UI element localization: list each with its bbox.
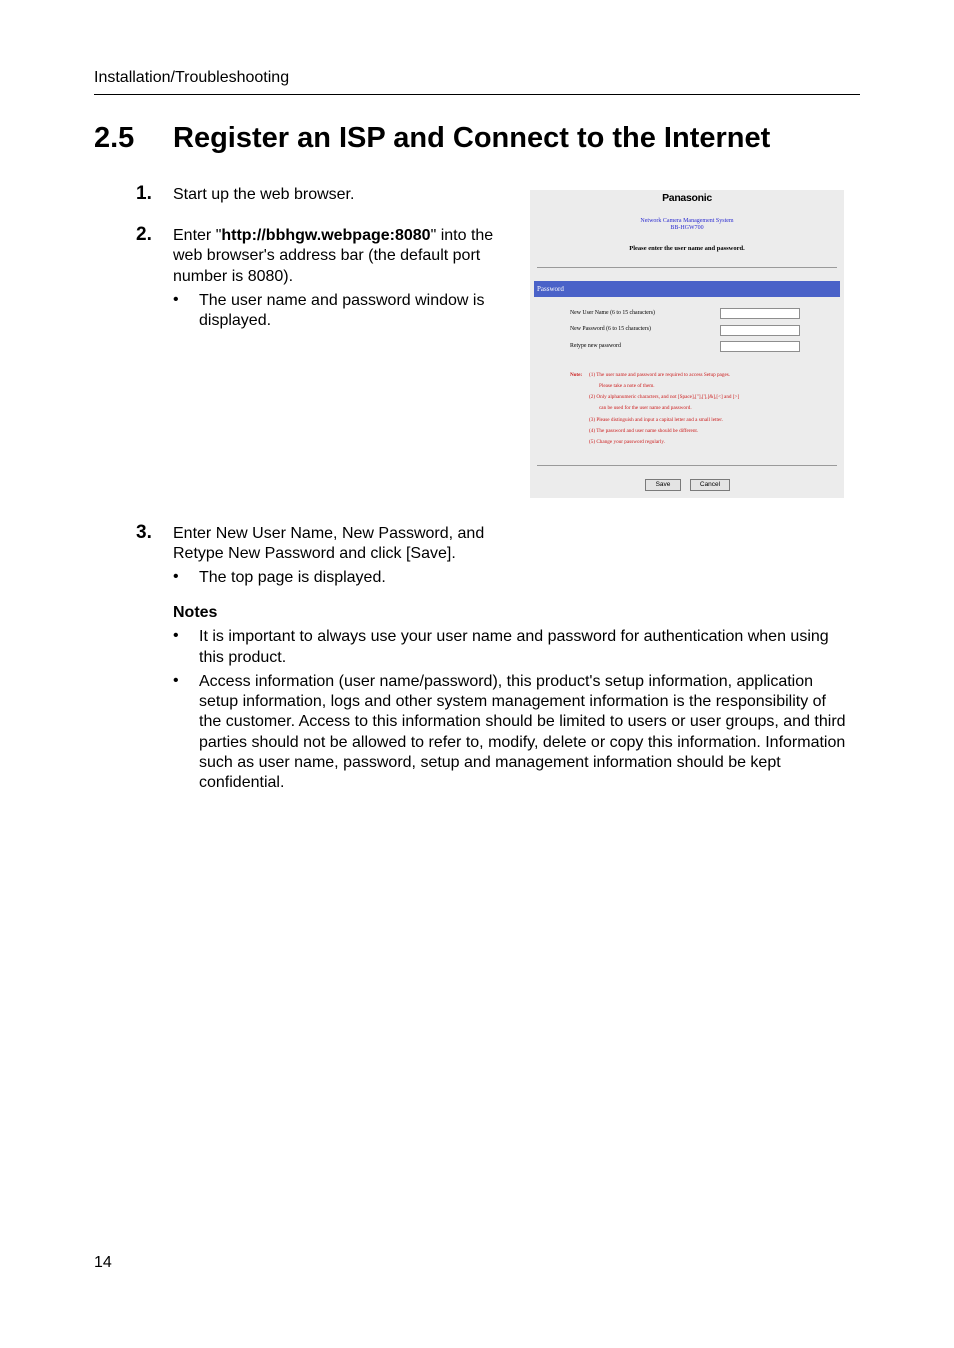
running-header: Installation/Troubleshooting — [94, 69, 290, 86]
new-user-name-input[interactable] — [720, 308, 800, 319]
top-divider — [537, 267, 837, 268]
system-name: Network Camera Management System — [640, 218, 734, 224]
step-2-line-3: number is 8080). — [173, 268, 294, 285]
step-3-bullet-dot: • — [173, 568, 179, 585]
cancel-button[interactable]: Cancel — [690, 479, 730, 491]
note-1-line-2: this product. — [199, 649, 287, 666]
note-label: Note: — [570, 372, 583, 378]
step-1-text: Start up the web browser. — [173, 186, 355, 203]
note-line-4: can be used for the user name and password. — [599, 405, 692, 411]
note-2-line-2: setup information, logs and other system management information is the responsibility of — [199, 693, 826, 710]
step-3-line-2: Retype New Password and click [Save]. — [173, 545, 456, 562]
password-window-screenshot — [530, 190, 844, 498]
step-3-bullet: The top page is displayed. — [199, 569, 386, 586]
note-line-1: (1) The user name and password are required to access Setup pages. — [589, 372, 731, 378]
step-2-number: 2. — [136, 224, 152, 245]
panasonic-logo: Panasonic — [662, 192, 712, 204]
section-title-text: Register an ISP and Connect to the Internet — [173, 122, 771, 154]
section-title — [94, 122, 770, 155]
retype-password-label: Retype new password — [570, 343, 621, 349]
note-line-3: (2) Only alphanumeric characters, and not [Space],["],['],[&],[<] and [>] — [589, 394, 740, 400]
note-2-line-3: the customer. Access to this information should be limited to users or user groups, and third — [199, 713, 846, 730]
new-user-name-label: New User Name (6 to 15 characters) — [570, 310, 655, 316]
note-2-line-1: Access information (user name/password), this product's setup information, application — [199, 673, 814, 690]
step-2-bullet-line-2: displayed. — [199, 312, 272, 329]
note-2-line-5: such as user name, password, setup and management information should be kept — [199, 754, 781, 771]
step-2-bullet-dot: • — [173, 291, 179, 308]
step-2-line-1 — [173, 226, 493, 247]
step-2-url: http://bbhgw.webpage:8080 — [221, 227, 431, 244]
page-number: 14 — [94, 1254, 112, 1271]
note-1-line-1: It is important to always use your user name and password for authentication when using — [199, 628, 829, 645]
note-line-5: (3) Please distinguish and input a capital letter and a small letter. — [589, 417, 723, 423]
bottom-divider — [537, 465, 837, 466]
model-name: BB-HGW700 — [670, 225, 704, 231]
new-password-label: New Password (6 to 15 characters) — [570, 326, 651, 332]
header-divider — [94, 94, 860, 95]
note-2-line-4: parties should not be allowed to refer to, modify, delete or copy this information. Information — [199, 734, 846, 751]
note-1-bullet-dot: • — [173, 627, 179, 644]
step-2-text-after: " into the — [430, 227, 494, 244]
step-2-bullet-line-1: The user name and password window is — [199, 292, 485, 309]
note-line-6: (4) The password and user name should be different. — [589, 428, 699, 434]
notes-heading: Notes — [173, 604, 218, 621]
note-2-bullet-dot: • — [173, 672, 179, 689]
save-button[interactable]: Save — [645, 479, 681, 491]
new-password-input[interactable] — [720, 325, 800, 336]
step-1-number: 1. — [136, 183, 152, 204]
note-line-7: (5) Change your password regularly. — [589, 439, 665, 445]
login-prompt: Please enter the user name and password. — [629, 245, 745, 252]
step-2-text-before: Enter " — [173, 227, 222, 244]
section-number: 2.5 — [94, 122, 135, 154]
note-line-2: Please take a note of them. — [599, 383, 655, 389]
step-3-number: 3. — [136, 522, 152, 543]
step-2-line-2: web browser's address bar (the default port — [173, 247, 481, 264]
password-section-bar: Password — [534, 281, 840, 297]
retype-password-input[interactable] — [720, 341, 800, 352]
step-3-line-1: Enter New User Name, New Password, and — [173, 525, 485, 542]
note-2-line-6: confidential. — [199, 774, 285, 791]
